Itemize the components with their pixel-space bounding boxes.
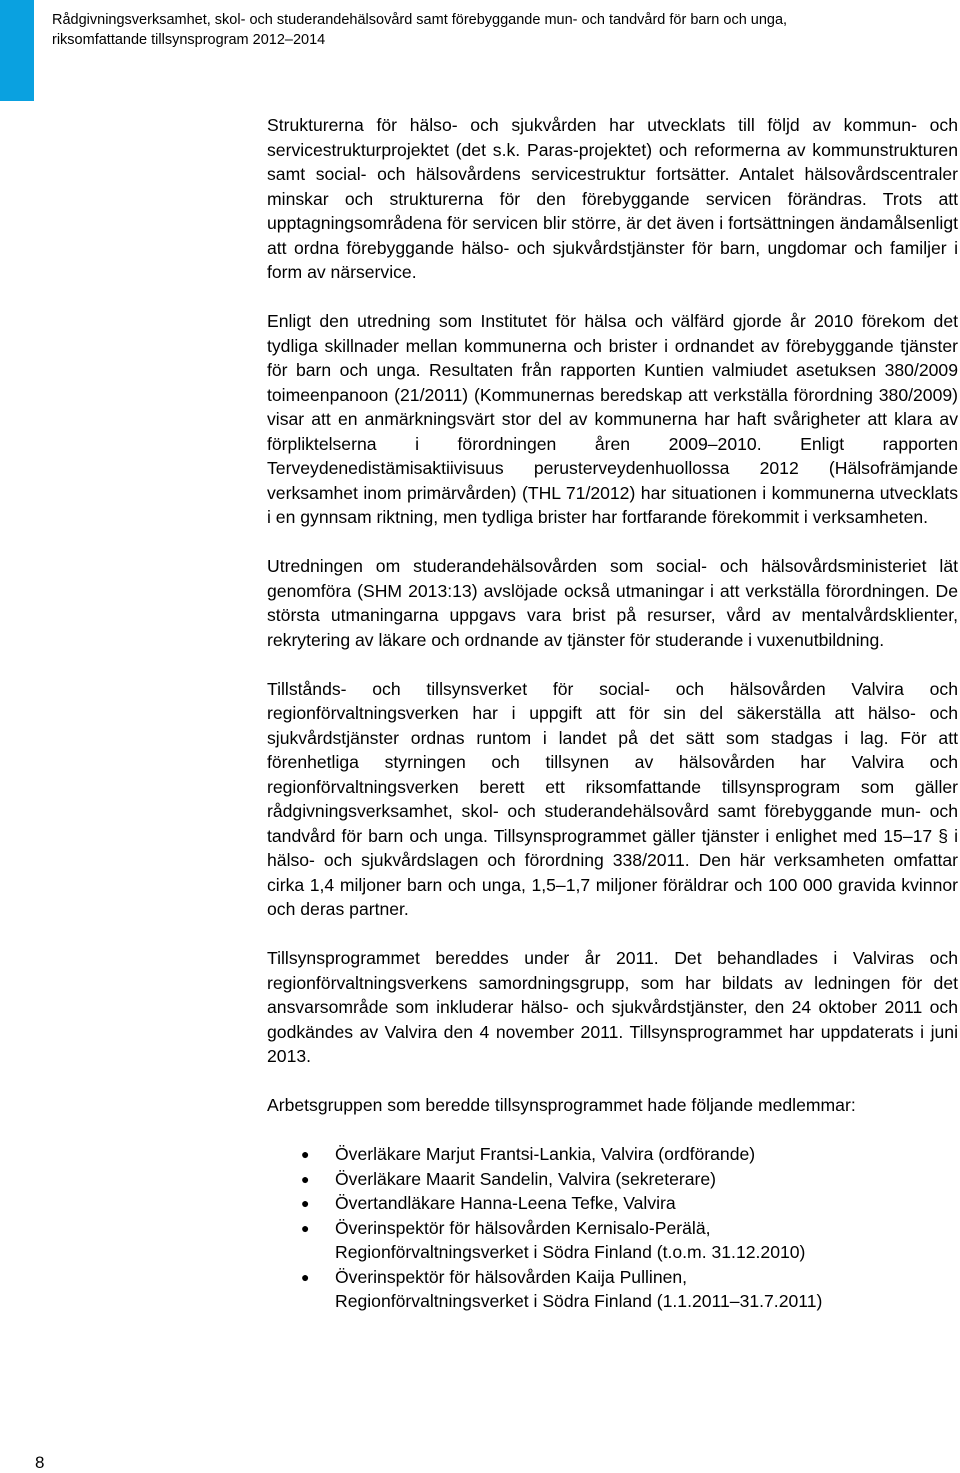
running-header (52, 10, 932, 50)
member-affiliation: Regionförvaltningsverket i Södra Finland (1.1.2011–31.7.2011) (335, 1291, 823, 1311)
bullet-icon: ● (301, 1146, 310, 1162)
header-accent-bar (0, 0, 34, 101)
member-name: Överläkare Marjut Frantsi-Lankia, Valvira (ordförande) (335, 1144, 756, 1164)
running-header-line-1: Rådgivningsverksamhet, skol- och studerandehälsovård samt förebyggande mun- och tandvård för barn och unga, (52, 12, 788, 28)
member-name: Överinspektör för hälsovården Kaija Pullinen, (335, 1266, 688, 1287)
list-item (267, 1142, 958, 1167)
page-number: 8 (35, 1453, 45, 1472)
list-item (267, 1216, 958, 1265)
list-item (267, 1191, 958, 1216)
member-affiliation: Regionförvaltningsverket i Södra Finland (t.o.m. 31.12.2010) (335, 1242, 806, 1262)
member-name: Överläkare Maarit Sandelin, Valvira (sekreterare) (335, 1168, 717, 1189)
member-name: Överinspektör för hälsovården Kernisalo-Perälä, (335, 1217, 711, 1238)
body-text (267, 113, 958, 1314)
member-list (267, 1142, 958, 1314)
paragraph-structures: Strukturerna för hälso- och sjukvården har utvecklats till följd av kommun- och servicestrukturprojektet (det s.k. Paras-projektet) och reformerna av kommunstrukturen samt social- och hälsovårdens servicestruktur fortsätter. Antalet hälsovårdscentraler minskar och strukturerna för den förebyggande servicen förändras. Trots att upptagningsområdena för servicen blir större, är det även i fortsättningen ändamålsenligt att ordna förebyggande hälso- och sjukvårdstjänster för barn, ungdomar och familjer i form av närservice. (267, 115, 958, 282)
bullet-icon: ● (301, 1219, 310, 1236)
bullet-icon: ● (301, 1268, 310, 1285)
list-item (267, 1265, 958, 1314)
list-item (267, 1167, 958, 1192)
member-name: Övertandläkare Hanna-Leena Tefke, Valvira (335, 1193, 676, 1213)
paragraph-student-health: Utredningen om studerandehälsovården som social- och hälsovårdsministeriet lät genomföra (SHM 2013:13) avslöjade också utmaningar i att verkställa förordningen. De största utmaningarna uppgavs vara brist på resurser, vård av mentalvårdsklienter, rekrytering av läkare och ordnande av tjänster för studerande i vuxenutbildning. (267, 556, 958, 650)
paragraph-valvira-program: Tillstånds- och tillsynsverket för social- och hälsovården Valvira och regionförvaltningsverken har i uppgift att för sin del säkerställa att hälso- och sjukvårdstjänster ordnas runtom i landet på det sätt som stadgas i lag. För att förenhetliga styrningen och tillsynen av hälsovården har Valvira och regionförvaltningsverken berett ett riksomfattande tillsynsprogram som gäller rådgivningsverksamhet, skol- och studerandehälsovård samt förebyggande mun- och tandvård för barn och unga. Tillsynsprogrammet gäller tjänster i enlighet med 15–17 § i hälso- och sjukvårdslagen och förordning 338/2011. Den här verksamheten omfattar cirka 1,4 miljoner barn och unga, 1,5–1,7 miljoner föräldrar och 100 000 gravida kvinnor och deras partner. (267, 678, 958, 919)
running-header-line-2: riksomfattande tillsynsprogram 2012–2014 (52, 32, 326, 48)
bullet-icon: ● (301, 1195, 310, 1211)
bullet-icon: ● (301, 1170, 310, 1187)
paragraph-thl-report: Enligt den utredning som Institutet för hälsa och välfärd gjorde år 2010 förekom det tydliga skillnader mellan kommunerna och brister i ordnandet av förebyggande tjänster för barn och unga. Resultaten från rapporten Kuntien valmiudet asetuksen 380/2009 toimeenpanoon (21/2011) (Kommunernas beredskap att verkställa förordning 380/2009) visar att en anmärkningsvärt stor del av kommunerna har haft svårigheter att klara av förpliktelserna i förordningen åren 2009–2010. Enligt rapporten Terveydenedistämisaktiivisuus perusterveydenhuollossa 2012 (Hälsofrämjande verksamhet inom primärvården) (THL 71/2012) har situationen i kommunerna utvecklats i en gynnsam riktning, men tydliga brister har fortfarande förekommit i verksamheten. (267, 311, 958, 527)
member-list-intro: Arbetsgruppen som beredde tillsynsprogrammet hade följande medlemmar: (267, 1095, 856, 1115)
paragraph-program-preparation: Tillsynsprogrammet bereddes under år 2011. Det behandlades i Valviras och regionförvaltningsverkens samordningsgrupp, som har bildats av ledningen för det ansvarsområde som inkluderar hälso- och sjukvårdstjänster, den 24 oktober 2011 och godkändes av Valvira den 4 november 2011. Tillsynsprogrammet har uppdaterats i juni 2013. (267, 948, 958, 1066)
